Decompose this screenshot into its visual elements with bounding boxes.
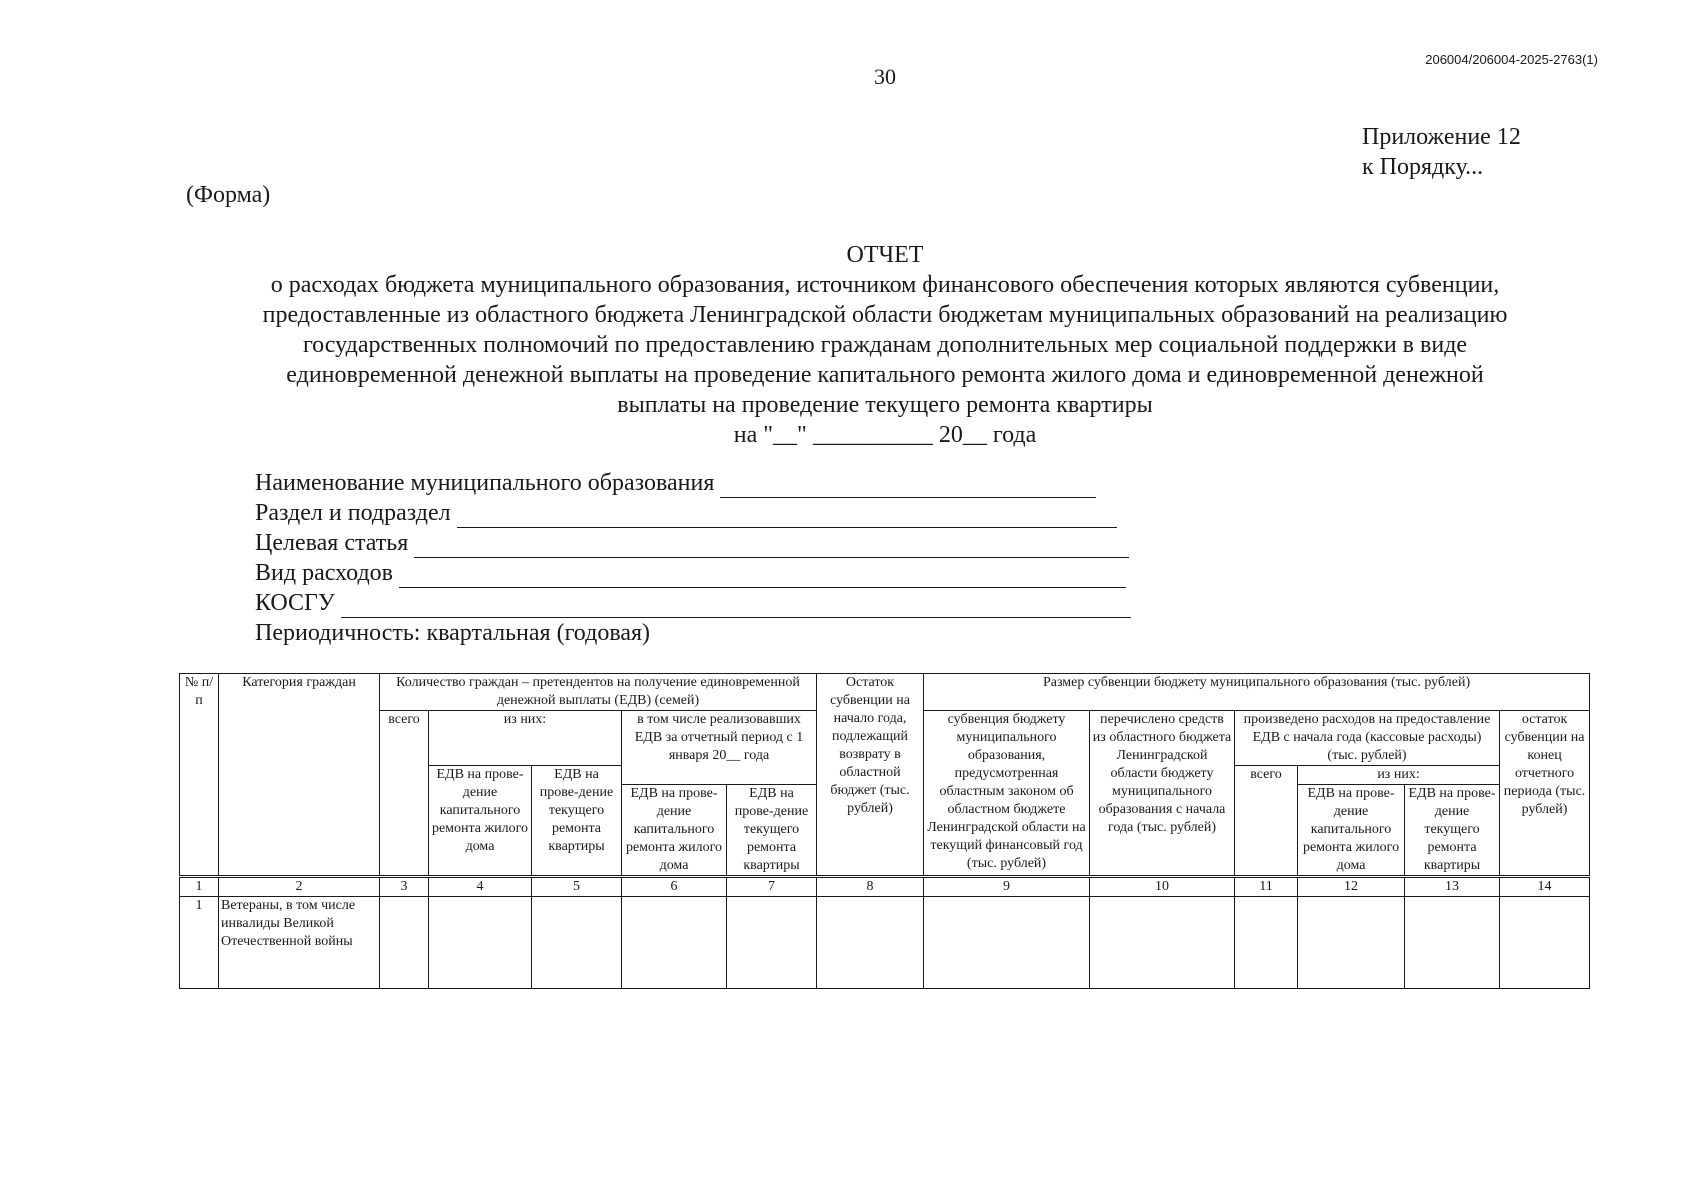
row-number: 1 <box>180 897 219 989</box>
header-expenses: произведено расходов на предоставление ЕДВ с начала года (кассовые расходы) (тыс. рублей) <box>1235 711 1500 766</box>
report-title-line: предоставленные из областного бюджета Ленинградской области бюджетам муниципальных образований на реализацию <box>262 302 1508 328</box>
data-cell[interactable] <box>1500 897 1590 989</box>
fill-line[interactable] <box>399 565 1126 588</box>
field-section <box>255 498 1131 528</box>
page-number: 30 <box>874 64 896 89</box>
field-label: КОСГУ <box>255 590 335 616</box>
document-id: 206004/206004-2025-2763(1) <box>1425 52 1598 67</box>
data-cell[interactable] <box>1298 897 1405 989</box>
header-subsidy-law: субвенция бюджету муниципального образования, предусмотренная областным законом об областном бюджете Ленинградской области на текущий финансовый год (тыс. рублей) <box>924 711 1090 877</box>
appendix-line-1: Приложение 12 <box>1362 124 1521 150</box>
header-subsidy-group: Размер субвенции бюджету муниципального образования (тыс. рублей) <box>924 674 1590 711</box>
header-realized-cap-repair: ЕДВ на прове-дение капитального ремонта жилого дома <box>622 785 727 877</box>
header-expenses-of-them: из них: <box>1298 766 1500 785</box>
report-title-line: выплаты на проведение текущего ремонта квартиры <box>617 392 1153 418</box>
data-cell[interactable] <box>532 897 622 989</box>
report-heading: ОТЧЕТ <box>846 242 924 268</box>
column-number: 4 <box>429 877 532 897</box>
header-remainder-start: Остаток субвенции на начало года, подлежащий возврату в областной бюджет (тыс. рублей) <box>817 674 924 877</box>
report-date-line: на "__" __________ 20__ года <box>733 422 1037 448</box>
column-number: 8 <box>817 877 924 897</box>
column-number: 14 <box>1500 877 1590 897</box>
appendix-line-2: к Порядку... <box>1362 154 1484 180</box>
header-num: № п/п <box>180 674 219 877</box>
data-cell[interactable] <box>622 897 727 989</box>
column-number: 2 <box>219 877 380 897</box>
data-cell[interactable] <box>380 897 429 989</box>
column-number: 11 <box>1235 877 1298 897</box>
header-total: всего <box>380 711 429 877</box>
field-expense-type <box>255 558 1131 588</box>
data-cell[interactable] <box>727 897 817 989</box>
report-title-line: единовременной денежной выплаты на проведение капитального ремонта жилого дома и единовременной денежной <box>286 362 1484 388</box>
header-of-them: из них: <box>429 711 622 766</box>
header-remainder-end: остаток субвенции на конец отчетного периода (тыс. рублей) <box>1500 711 1590 877</box>
header-count-group: Количество граждан – претендентов на получение единовременной денежной выплаты (ЕДВ) (семей) <box>380 674 817 711</box>
fill-line[interactable] <box>341 595 1131 618</box>
fill-line[interactable] <box>414 535 1129 558</box>
header-cap-repair: ЕДВ на прове-дение капитального ремонта жилого дома <box>429 766 532 877</box>
column-number: 13 <box>1405 877 1500 897</box>
data-cell[interactable] <box>1405 897 1500 989</box>
header-expenses-cap-repair: ЕДВ на прове-дение капитального ремонта жилого дома <box>1298 785 1405 877</box>
header-realized: в том числе реализовавших ЕДВ за отчетный период с 1 января 20__ года <box>622 711 817 785</box>
header-expenses-total: всего <box>1235 766 1298 877</box>
column-number: 3 <box>380 877 429 897</box>
header-transferred: перечислено средств из областного бюджета Ленинградской области бюджету муниципального образования с начала года (тыс. рублей) <box>1090 711 1235 877</box>
field-label: Раздел и подраздел <box>255 500 451 526</box>
fill-line[interactable] <box>457 505 1117 528</box>
column-number: 9 <box>924 877 1090 897</box>
column-number: 12 <box>1298 877 1405 897</box>
row-category: Ветераны, в том числе инвалиды Великой Отечественной войны <box>219 897 380 989</box>
column-number: 7 <box>727 877 817 897</box>
column-number: 1 <box>180 877 219 897</box>
report-title-line: государственных полномочий по предоставлению гражданам дополнительных мер социальной поддержки в виде <box>302 332 1468 358</box>
header-realized-cur-repair: ЕДВ на прове-дение текущего ремонта квартиры <box>727 785 817 877</box>
header-category: Категория граждан <box>219 674 380 877</box>
table-row <box>180 897 1590 989</box>
appendix-note <box>1362 122 1521 182</box>
header-expenses-cur-repair: ЕДВ на прове-дение текущего ремонта квартиры <box>1405 785 1500 877</box>
data-cell[interactable] <box>429 897 532 989</box>
periodicity-text: Периодичность: квартальная (годовая) <box>255 620 651 646</box>
data-cell[interactable] <box>1090 897 1235 989</box>
report-title-line: о расходах бюджета муниципального образования, источником финансового обеспечения которых являются субвенции, <box>270 272 1500 298</box>
field-kosgu <box>255 588 1131 618</box>
column-number: 10 <box>1090 877 1235 897</box>
field-target-article <box>255 528 1131 558</box>
field-periodicity <box>255 618 1131 648</box>
column-number: 6 <box>622 877 727 897</box>
form-label: (Форма) <box>186 182 271 208</box>
column-number: 5 <box>532 877 622 897</box>
report-title <box>186 240 1584 450</box>
data-cell[interactable] <box>1235 897 1298 989</box>
field-label: Вид расходов <box>255 560 393 586</box>
report-table <box>179 673 1590 989</box>
data-cell[interactable] <box>924 897 1090 989</box>
field-label: Целевая статья <box>255 530 409 556</box>
header-cur-repair: ЕДВ на прове-дение текущего ремонта квартиры <box>532 766 622 877</box>
column-number-row <box>180 877 1590 897</box>
field-municipality <box>255 468 1131 498</box>
field-label: Наименование муниципального образования <box>255 470 715 496</box>
report-fields <box>255 468 1131 648</box>
data-cell[interactable] <box>817 897 924 989</box>
fill-line[interactable] <box>720 475 1096 498</box>
